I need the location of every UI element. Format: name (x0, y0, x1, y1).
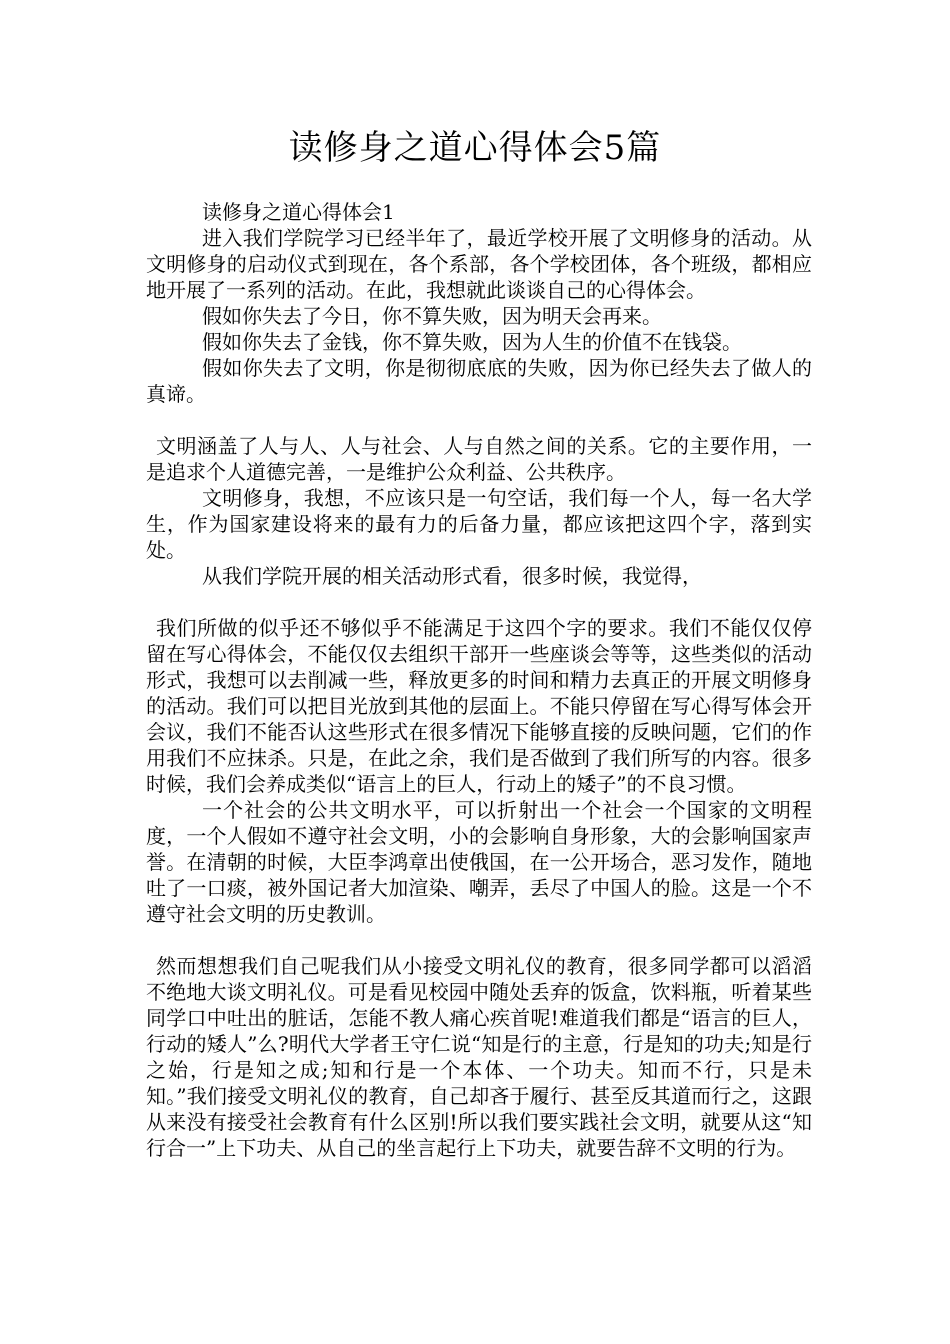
paragraph-gap (146, 589, 812, 615)
paragraph-gap (146, 927, 812, 953)
paragraph-gap (146, 407, 812, 433)
paragraph: 从我们学院开展的相关活动形式看，很多时候，我觉得， (202, 564, 702, 588)
paragraph: 假如你失去了文明，你是彻彻底底的失败，因为你已经失去了做人的真谛。 (146, 356, 812, 406)
paragraph: 一个社会的公共文明水平，可以折射出一个社会一个国家的文明程度，一个人假如不遵守社会文明，小的会影响自身形象，大的会影响国家声誉。在清朝的时候，大臣李鸿章出使俄国，在一公开场合，恶习发作，随地吐了一口痰，被外国记者大加渲染、嘲弄，丢尽了中国人的脸。这是一个不遵守社会文明的历史教训。 (146, 798, 812, 926)
paragraph: 文明修身，我想，不应该只是一句空话，我们每一个人，每一名大学生，作为国家建设将来的最有力的后备力量，都应该把这四个字，落到实处。 (146, 486, 812, 562)
paragraph: 假如你失去了今日，你不算失败，因为明天会再来。 (202, 304, 662, 328)
section-heading: 读修身之道心得体会1 (202, 200, 395, 224)
paragraph: 假如你失去了金钱，你不算失败，因为人生的价值不在钱袋。 (202, 330, 742, 354)
paragraph: 然而想想我们自己呢我们从小接受文明礼仪的教育，很多同学都可以滔滔不绝地大谈文明礼仪。可是看见校园中随处丢弃的饭盒，饮料瓶，听着某些同学口中吐出的脏话，怎能不教人痛心疾首呢!难道我们都是“语言的巨人，行动的矮人”么?明代大学者王守仁说“知是行的主意，行是知的功夫;知是行之始，行是知之成;知和行是一个本体、一个功夫。知而不行，只是未知。”我们接受文明礼仪的教育，自己却吝于履行、甚至反其道而行之，这跟从来没有接受社会教育有什么区别!所以我们要实践社会文明，就要从这“知行合一”上下功夫、从自己的坐言起行上下功夫，就要告辞不文明的行为。 (146, 954, 812, 1160)
document-title: 读修身之道心得体会5篇 (288, 128, 662, 168)
paragraph: 进入我们学院学习已经半年了，最近学校开展了文明修身的活动。从文明修身的启动仪式到现在，各个系部，各个学校团体，各个班级，都相应地开展了一系列的活动。在此，我想就此谈谈自己的心得体会。 (146, 226, 812, 302)
paragraph: 我们所做的似乎还不够似乎不能满足于这四个字的要求。我们不能仅仅停留在写心得体会，不能仅仅去组织干部开一些座谈会等等，这些类似的活动形式，我想可以去削减一些，释放更多的时间和精力去真正的开展文明修身的活动。我们可以把目光放到其他的层面上。不能只停留在写心得写体会开会议，我们不能否认这些形式在很多情况下能够直接的反映问题，它们的作用我们不应抹杀。只是，在此之余，我们是否做到了我们所写的内容。很多时候，我们会养成类似“语言上的巨人，行动上的矮子”的不良习惯。 (146, 616, 812, 796)
paragraph: 文明涵盖了人与人、人与社会、人与自然之间的关系。它的主要作用，一是追求个人道德完善，一是维护公众利益、公共秩序。 (146, 434, 812, 484)
document-body (146, 199, 812, 1161)
